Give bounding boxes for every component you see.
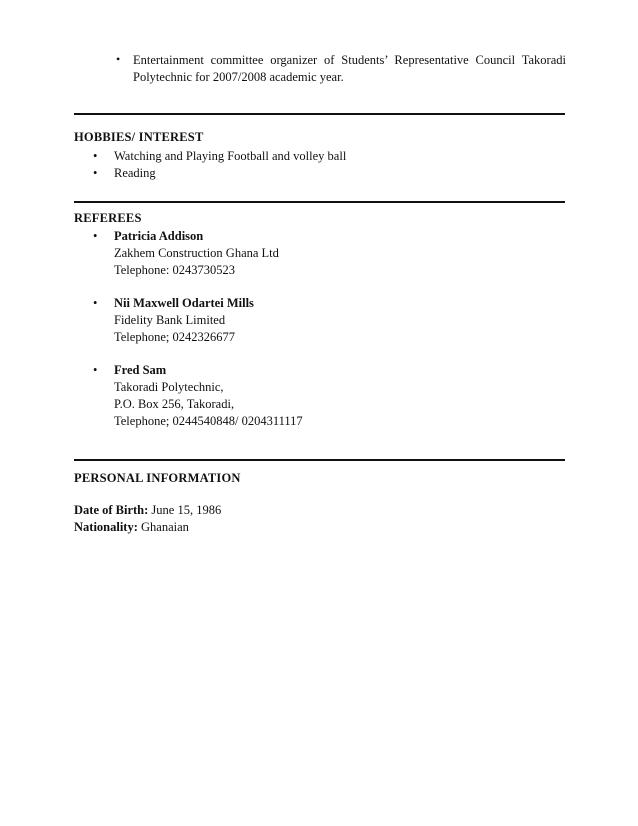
activity-list-item (116, 52, 566, 86)
referee-name: Nii Maxwell Odartei Mills (114, 296, 254, 310)
hobby-item (93, 166, 156, 181)
bullet-icon: • (93, 363, 98, 377)
hobby-text: Reading (114, 166, 156, 180)
referee-detail: Telephone: 0243730523 (114, 263, 235, 277)
referee-item (93, 296, 254, 311)
date-of-birth-row (74, 503, 221, 518)
hobby-item (93, 149, 347, 164)
bullet-icon: • (93, 149, 98, 163)
referee-name: Patricia Addison (114, 229, 204, 243)
nationality-value: Ghanaian (141, 520, 189, 534)
referee-detail: Takoradi Polytechnic, (114, 380, 224, 394)
hobbies-heading: HOBBIES/ INTEREST (74, 130, 204, 144)
personal-info-heading: PERSONAL INFORMATION (74, 471, 241, 485)
hobby-text: Watching and Playing Football and volley ball (114, 149, 347, 163)
dob-value: June 15, 1986 (151, 503, 222, 517)
referees-heading: REFEREES (74, 211, 142, 225)
section-divider (74, 201, 565, 203)
dob-label: Date of Birth: (74, 503, 149, 517)
section-divider (74, 459, 565, 461)
referee-item (93, 363, 167, 378)
referee-name: Fred Sam (114, 363, 167, 377)
bullet-icon: • (93, 296, 98, 310)
bullet-icon: • (93, 166, 98, 180)
section-divider (74, 113, 565, 115)
referee-item (93, 229, 204, 244)
bullet-icon: • (93, 229, 98, 243)
nationality-row (74, 520, 189, 535)
activity-text: Entertainment committee organizer of Students’ Representative Council Takoradi Polytechnic for 2007/2008 academic year. (133, 53, 566, 84)
referee-detail: Zakhem Construction Ghana Ltd (114, 246, 279, 260)
bullet-icon: • (116, 52, 121, 66)
referee-detail: Telephone; 0244540848/ 0204311117 (114, 414, 303, 428)
referee-detail: Telephone; 0242326677 (114, 330, 235, 344)
referee-detail: P.O. Box 256, Takoradi, (114, 397, 235, 411)
nationality-label: Nationality: (74, 520, 138, 534)
referee-detail: Fidelity Bank Limited (114, 313, 226, 327)
